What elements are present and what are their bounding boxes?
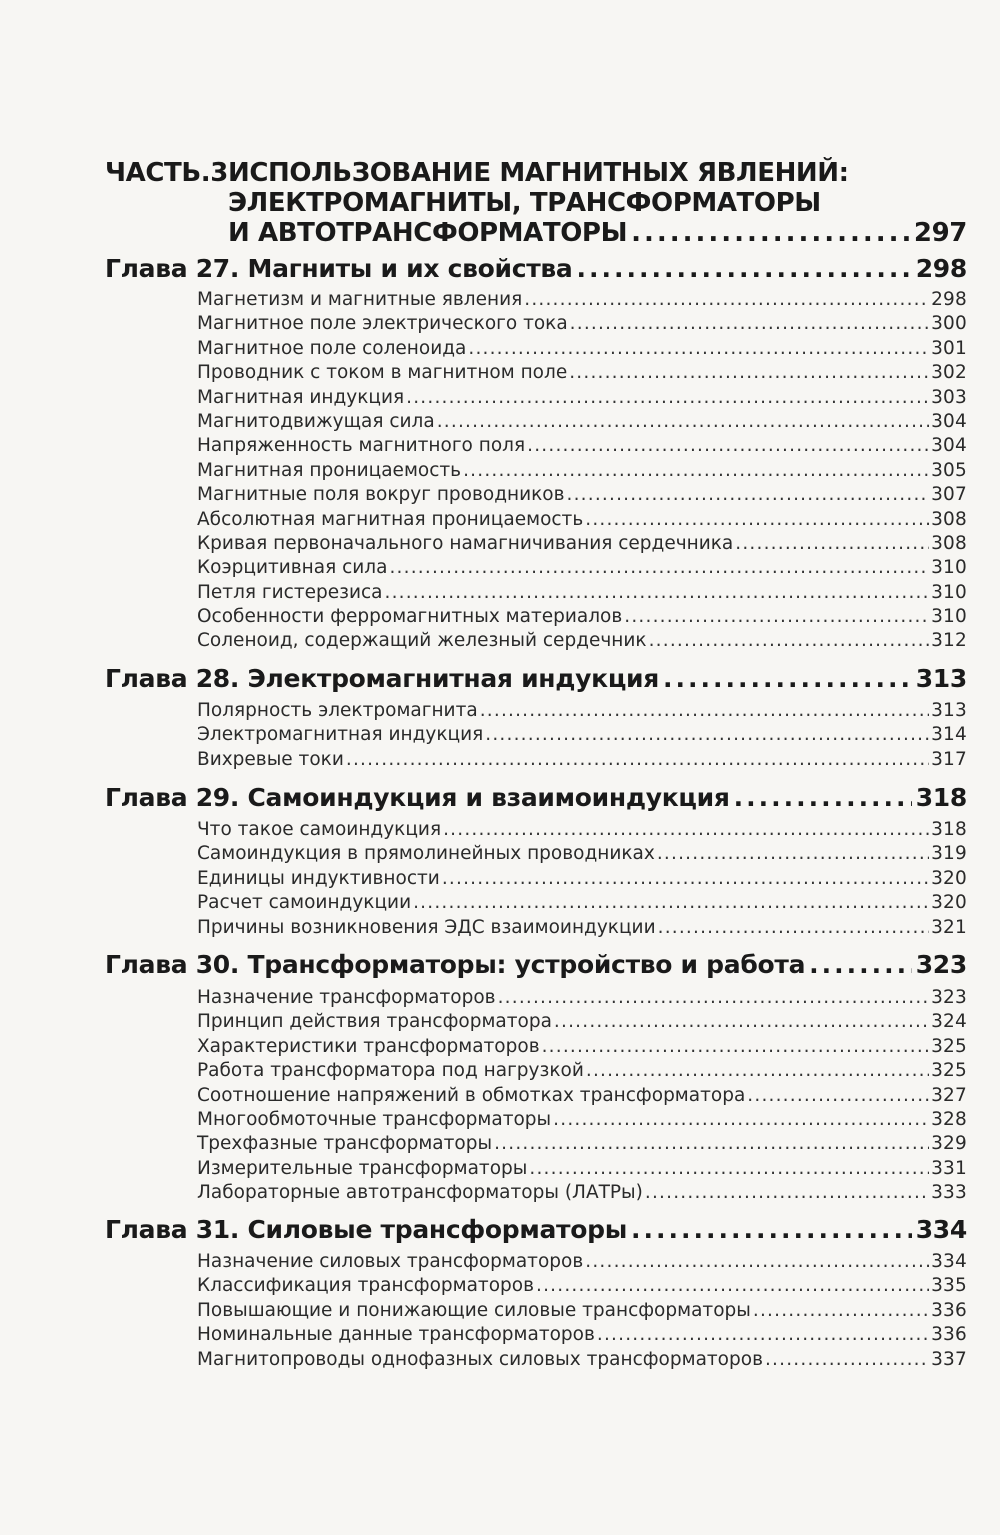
section-title: Магнитная проницаемость — [197, 459, 462, 481]
dot-leader — [443, 818, 929, 842]
dot-leader — [586, 1059, 929, 1083]
section-page-number: 312 — [931, 630, 967, 652]
dot-leader — [554, 1010, 929, 1034]
chapter-section-list — [197, 288, 967, 654]
dot-leader — [542, 1035, 929, 1059]
section-entry[interactable] — [197, 1132, 967, 1156]
chapter-page-number: 323 — [915, 950, 967, 979]
chapter-title: Глава 27. Магниты и их свойства — [105, 254, 573, 283]
dot-leader — [437, 410, 929, 434]
section-page-number: 323 — [931, 987, 967, 1008]
dot-leader — [463, 459, 929, 483]
section-page-number: 333 — [931, 1182, 967, 1204]
part-page-number: 297 — [913, 218, 967, 248]
section-page-number: 327 — [931, 1084, 967, 1106]
section-page-number: 321 — [931, 916, 967, 938]
dot-leader — [527, 434, 929, 458]
section-title: Измерительные трансформаторы — [197, 1157, 528, 1179]
section-entry[interactable] — [197, 459, 967, 483]
section-title: Абсолютная магнитная проницаемость — [197, 508, 584, 530]
section-page-number: 331 — [931, 1157, 967, 1179]
section-page-number: 318 — [931, 819, 967, 840]
section-page-number: 325 — [931, 1035, 967, 1057]
dot-leader — [585, 508, 929, 532]
section-title: Магнитное поле соленоида — [197, 337, 467, 359]
section-title: Полярность электромагнита — [197, 700, 478, 721]
section-entry[interactable] — [197, 1084, 967, 1108]
part-title-line-1: ИСПОЛЬЗОВАНИЕ МАГНИТНЫХ ЯВЛЕНИЙ: — [228, 158, 849, 188]
chapter-title: Глава 28. Электромагнитная индукция — [105, 664, 660, 693]
section-page-number: 310 — [931, 557, 967, 579]
section-title: Петля гистерезиса — [197, 581, 383, 603]
section-page-number: 317 — [931, 748, 967, 770]
section-entry[interactable] — [197, 748, 967, 772]
dot-leader — [480, 699, 929, 723]
dot-leader — [765, 1348, 929, 1372]
section-title: Проводник с током в магнитном поле — [197, 362, 568, 384]
section-title: Магнитное поле электрического тока — [197, 313, 568, 335]
dot-leader — [663, 664, 912, 693]
section-entry[interactable] — [197, 410, 967, 434]
section-entry[interactable] — [197, 1299, 967, 1323]
dot-leader — [585, 1250, 929, 1274]
section-title: Кривая первоначального намагничивания сердечника — [197, 532, 734, 554]
dot-leader — [536, 1274, 929, 1298]
chapter-section-list — [197, 986, 967, 1206]
section-entry[interactable] — [197, 508, 967, 532]
dot-leader — [658, 916, 929, 940]
chapter-section-list — [197, 1250, 967, 1372]
section-entry[interactable] — [197, 699, 967, 723]
section-title: Коэрцитивная сила — [197, 557, 388, 579]
section-page-number: 304 — [931, 410, 967, 432]
section-title: Электромагнитная индукция — [197, 724, 484, 746]
chapter-page-number: 334 — [915, 1215, 967, 1244]
section-page-number: 336 — [931, 1324, 967, 1346]
section-entry[interactable] — [197, 312, 967, 336]
section-entry[interactable] — [197, 1010, 967, 1034]
dot-leader — [753, 1299, 929, 1323]
section-title: Особенности ферромагнитных материалов — [197, 606, 623, 628]
dot-leader — [624, 605, 929, 629]
section-title: Классификация трансформаторов — [197, 1275, 534, 1297]
section-page-number: 319 — [931, 843, 967, 865]
section-page-number: 302 — [931, 362, 967, 384]
part-label: ЧАСТЬ.3. — [105, 158, 238, 188]
dot-leader — [577, 254, 912, 283]
part-title-line-2: ЭЛЕКТРОМАГНИТЫ, ТРАНСФОРМАТОРЫ — [228, 188, 821, 218]
dot-leader — [413, 891, 929, 915]
section-page-number: 334 — [931, 1251, 967, 1272]
section-page-number: 310 — [931, 581, 967, 603]
section-title: Расчет самоиндукции — [197, 892, 412, 914]
chapter-heading[interactable] — [105, 950, 967, 982]
dot-leader — [567, 483, 930, 507]
section-page-number: 300 — [931, 313, 967, 335]
section-entry[interactable] — [197, 361, 967, 385]
section-entry[interactable] — [197, 581, 967, 605]
section-title: Магнитная индукция — [197, 386, 405, 408]
dot-leader — [494, 1132, 929, 1156]
section-title: Самоиндукция в прямолинейных проводниках — [197, 843, 655, 865]
section-entry[interactable] — [197, 337, 967, 361]
section-entry[interactable] — [197, 288, 967, 312]
dot-leader — [747, 1084, 929, 1108]
section-page-number: 328 — [931, 1108, 967, 1130]
section-title: Назначение трансформаторов — [197, 987, 496, 1008]
dot-leader — [485, 723, 929, 747]
dot-leader — [631, 218, 910, 248]
section-entry[interactable] — [197, 1157, 967, 1181]
chapter-section-list — [197, 818, 967, 940]
dot-leader — [631, 1215, 912, 1244]
dot-leader — [346, 748, 929, 772]
section-page-number: 337 — [931, 1348, 967, 1370]
chapter-heading[interactable] — [105, 254, 967, 286]
chapter-title: Глава 31. Силовые трансформаторы — [105, 1215, 628, 1244]
section-page-number: 301 — [931, 337, 967, 359]
chapter-page-number: 298 — [915, 254, 967, 283]
section-entry[interactable] — [197, 818, 967, 842]
section-title: Единицы индуктивности — [197, 867, 440, 889]
section-page-number: 298 — [931, 289, 967, 310]
section-entry[interactable] — [197, 1348, 967, 1372]
section-title: Многообмоточные трансформаторы — [197, 1108, 552, 1130]
section-title: Магнетизм и магнитные явления — [197, 289, 523, 310]
section-entry[interactable] — [197, 891, 967, 915]
dot-leader — [389, 556, 929, 580]
section-title: Трехфазные трансформаторы — [197, 1133, 493, 1155]
chapter-heading[interactable] — [105, 1215, 967, 1247]
dot-leader — [529, 1157, 929, 1181]
section-entry[interactable] — [197, 1108, 967, 1132]
section-entry[interactable] — [197, 483, 967, 507]
dot-leader — [649, 629, 929, 653]
section-entry[interactable] — [197, 629, 967, 653]
section-page-number: 305 — [931, 459, 967, 481]
section-title: Соленоид, содержащий железный сердечник — [197, 630, 647, 652]
section-page-number: 303 — [931, 386, 967, 408]
chapter-section-list — [197, 699, 967, 772]
section-entry[interactable] — [197, 1059, 967, 1083]
section-title: Напряженность магнитного поля — [197, 435, 526, 457]
section-title: Магнитопроводы однофазных силовых трансформаторов — [197, 1348, 763, 1370]
chapter-title: Глава 29. Самоиндукция и взаимоиндукция — [105, 783, 730, 812]
section-entry[interactable] — [197, 556, 967, 580]
section-page-number: 325 — [931, 1060, 967, 1082]
section-title: Повышающие и понижающие силовые трансформаторы — [197, 1299, 751, 1321]
dot-leader — [498, 986, 930, 1010]
section-entry[interactable] — [197, 386, 967, 410]
section-title: Назначение силовых трансформаторов — [197, 1251, 584, 1272]
section-page-number: 310 — [931, 606, 967, 628]
section-title: Работа трансформатора под нагрузкой — [197, 1060, 584, 1082]
section-page-number: 313 — [931, 700, 967, 721]
section-page-number: 314 — [931, 724, 967, 746]
section-entry[interactable] — [197, 1274, 967, 1298]
section-title: Магнитные поля вокруг проводников — [197, 484, 565, 506]
section-page-number: 308 — [931, 532, 967, 554]
section-entry[interactable] — [197, 1323, 967, 1347]
section-title: Вихревые токи — [197, 748, 344, 770]
chapter-page-number: 313 — [915, 664, 967, 693]
dot-leader — [524, 288, 929, 312]
part-title-line-3 — [228, 218, 967, 248]
section-entry[interactable] — [197, 842, 967, 866]
section-page-number: 329 — [931, 1133, 967, 1155]
dot-leader — [406, 386, 929, 410]
dot-leader — [657, 842, 929, 866]
section-title: Соотношение напряжений в обмотках трансформатора — [197, 1084, 746, 1106]
section-page-number: 335 — [931, 1275, 967, 1297]
dot-leader — [442, 867, 929, 891]
section-title: Номинальные данные трансформаторов — [197, 1324, 595, 1346]
section-title: Характеристики трансформаторов — [197, 1035, 540, 1057]
chapter-title: Глава 30. Трансформаторы: устройство и работа — [105, 950, 806, 979]
section-page-number: 308 — [931, 508, 967, 530]
section-entry[interactable] — [197, 986, 967, 1010]
dot-leader — [569, 361, 929, 385]
chapter-page-number: 318 — [915, 783, 967, 812]
section-title: Что такое самоиндукция — [197, 819, 442, 840]
section-title: Магнитодвижущая сила — [197, 410, 435, 432]
section-page-number: 304 — [931, 435, 967, 457]
section-title: Принцип действия трансформатора — [197, 1011, 552, 1033]
section-page-number: 336 — [931, 1299, 967, 1321]
section-entry[interactable] — [197, 867, 967, 891]
section-entry[interactable] — [197, 723, 967, 747]
dot-leader — [734, 783, 912, 812]
section-entry[interactable] — [197, 1181, 967, 1205]
dot-leader — [570, 312, 929, 336]
part-title-text: И АВТОТРАНСФОРМАТОРЫ — [228, 218, 628, 248]
section-page-number: 320 — [931, 867, 967, 889]
section-page-number: 307 — [931, 484, 967, 506]
section-entry[interactable] — [197, 532, 967, 556]
section-page-number: 324 — [931, 1011, 967, 1033]
dot-leader — [735, 532, 929, 556]
section-entry[interactable] — [197, 1035, 967, 1059]
chapter-heading[interactable] — [105, 783, 967, 815]
dot-leader — [384, 581, 929, 605]
dot-leader — [468, 337, 929, 361]
section-entry[interactable] — [197, 605, 967, 629]
section-entry[interactable] — [197, 1250, 967, 1274]
section-entry[interactable] — [197, 434, 967, 458]
section-title: Лабораторные автотрансформаторы (ЛАТРы) — [197, 1182, 643, 1204]
dot-leader — [553, 1108, 929, 1132]
dot-leader — [597, 1323, 929, 1347]
section-page-number: 320 — [931, 892, 967, 914]
dot-leader — [645, 1181, 929, 1205]
chapter-heading[interactable] — [105, 664, 967, 696]
dot-leader — [809, 950, 912, 979]
section-entry[interactable] — [197, 916, 967, 940]
section-title: Причины возникновения ЭДС взаимоиндукции — [197, 916, 656, 938]
